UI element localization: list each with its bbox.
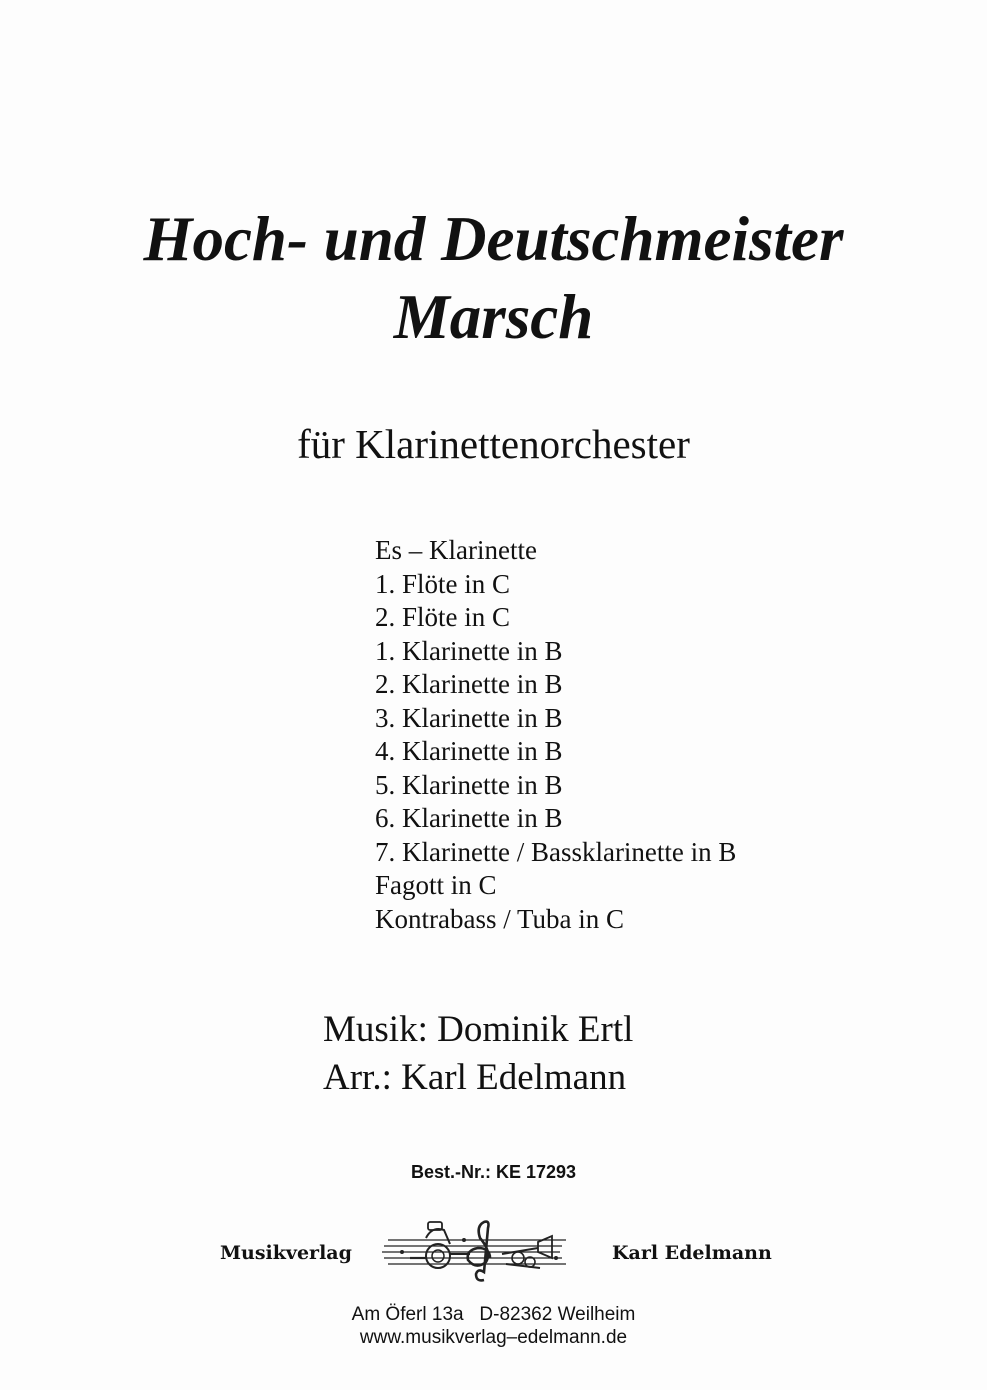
instrument-item: 2. Flöte in C — [375, 602, 511, 632]
treble-clef-instruments-logo — [380, 1218, 570, 1286]
instrument-item: 5. Klarinette in B — [375, 769, 563, 800]
instrument-item: 1. Flöte in C — [375, 568, 511, 599]
instrument-item: 2. Klarinette in B — [375, 669, 563, 699]
instrument-item: 6. Klarinette in B — [375, 803, 563, 833]
instrument-item: Fagott in C — [375, 870, 497, 900]
subtitle: für Klarinettenorchester — [297, 421, 690, 467]
instrument-item: 3. Klarinette in B — [375, 702, 563, 733]
street-address: Am Öferl 13a D-82362 Weilheim — [351, 1304, 636, 1325]
order-number: Best.-Nr.: KE 17293 — [410, 1162, 577, 1182]
page-title — [0, 200, 987, 356]
title-line-1: Hoch- und Deutschmeister — [143, 204, 844, 274]
instrument-item: Es – Klarinette — [375, 535, 537, 565]
instrument-item: 4. Klarinette in B — [375, 736, 563, 766]
instrument-item: Kontrabass / Tuba in C — [375, 903, 625, 934]
publisher-label: Musikverlag — [220, 1242, 352, 1264]
title-line-2: Marsch — [393, 282, 594, 352]
instrument-list — [375, 534, 736, 936]
publisher-name: Karl Edelmann — [612, 1242, 772, 1264]
website-url: www.musikverlag–edelmann.de — [359, 1327, 628, 1348]
credits — [323, 1006, 633, 1102]
arranger-credit: Arr.: Karl Edelmann — [323, 1057, 627, 1098]
publisher-address — [0, 1303, 987, 1349]
instrument-item: 7. Klarinette / Bassklarinette in B — [375, 836, 737, 867]
instrument-item: 1. Klarinette in B — [375, 635, 563, 666]
composer-credit: Musik: Dominik Ertl — [323, 1009, 634, 1050]
